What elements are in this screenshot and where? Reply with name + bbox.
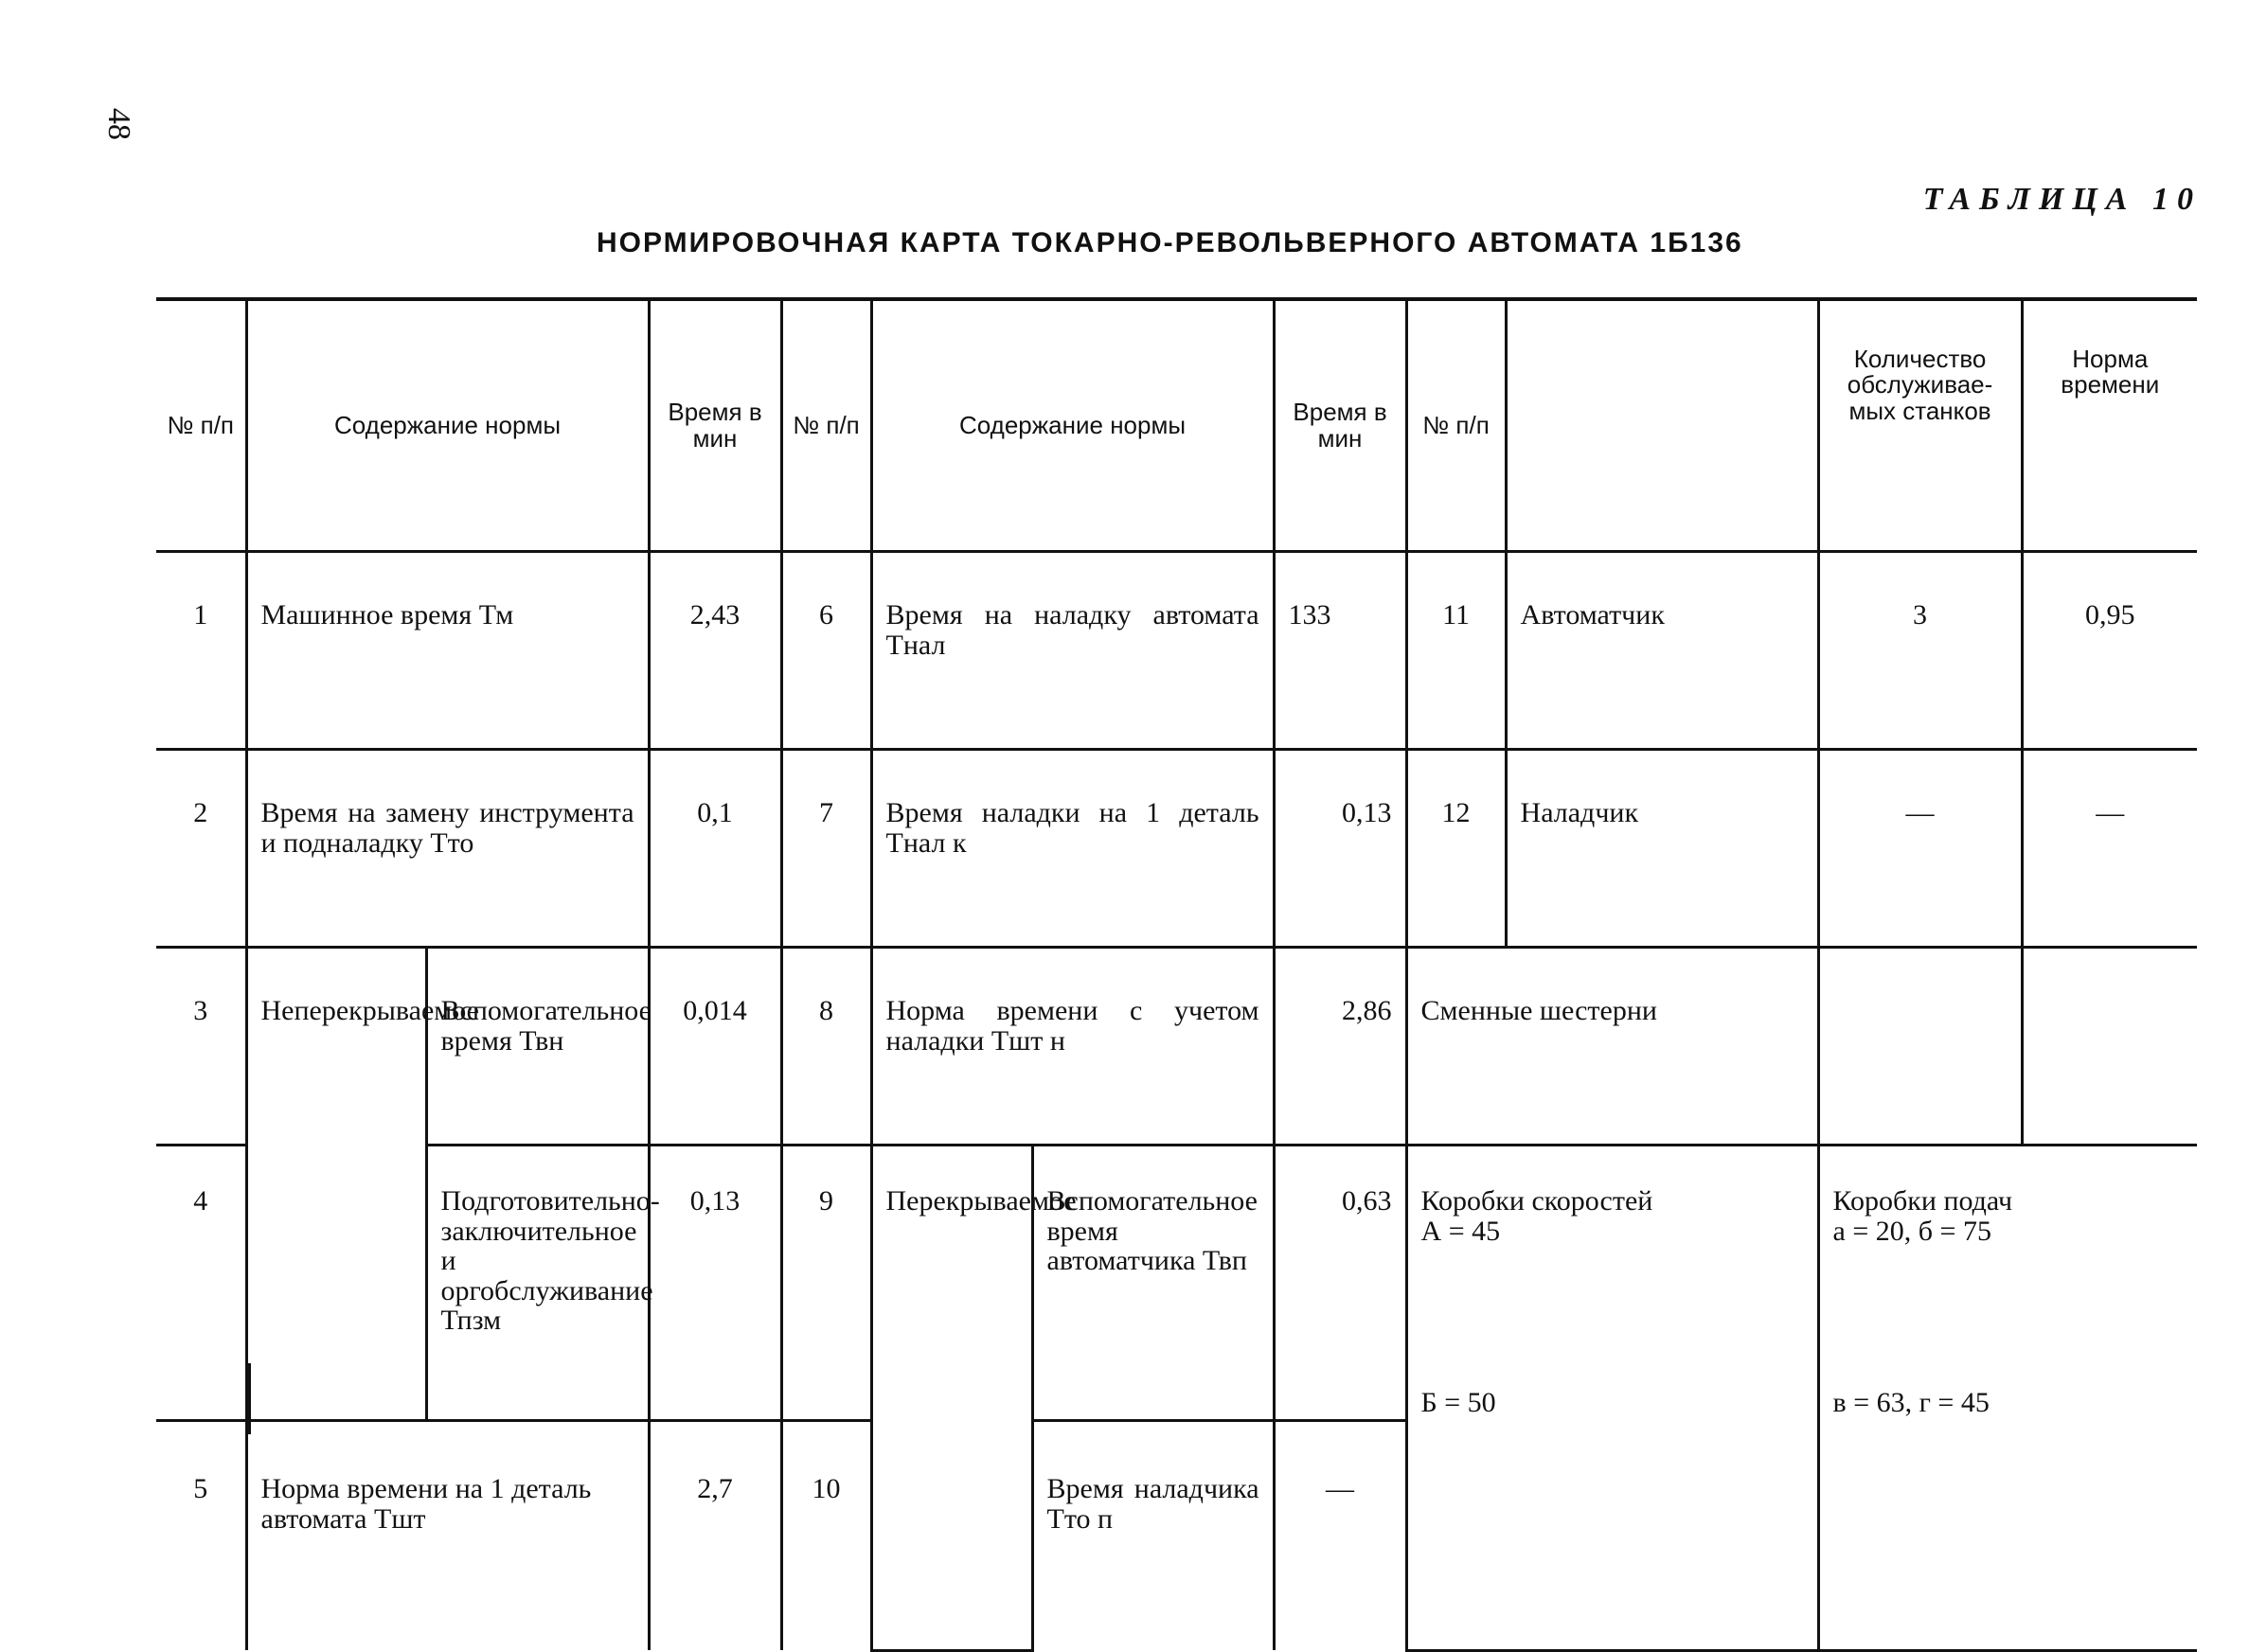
row-empty — [2022, 948, 2197, 1146]
header-row — [156, 299, 2197, 552]
table-tail-line — [248, 1363, 251, 1434]
row-time-2: 133 — [1274, 552, 1406, 750]
table-title: НОРМИРОВОЧНАЯ КАРТА ТОКАРНО-РЕВОЛЬВЕРНОГО АВТОМАТА 1Б136 — [597, 227, 1743, 258]
table-label: ТАБЛИЦА 10 — [1922, 182, 2202, 217]
row-machines: — — [1818, 750, 2022, 948]
row-content: Машинное время Тм — [246, 552, 649, 750]
table-row — [156, 750, 2197, 948]
row-num-2: 9 — [781, 1146, 871, 1421]
header-time: Время в мин — [649, 299, 781, 552]
row-content-2: Время на наладку автомата Тнал — [871, 552, 1274, 750]
header-content-2: Содержание нормы — [871, 299, 1274, 552]
row-group-2: Перекрываемое — [871, 1146, 1032, 1651]
header-num: № п/п — [156, 299, 246, 552]
row-machines: 3 — [1818, 552, 2022, 750]
row-content: Время на замену инструмента и подналадку Тто — [246, 750, 649, 948]
row-content: Вспомогательное время Твн — [426, 948, 649, 1146]
page-number: 48 — [101, 108, 136, 140]
row-num: 1 — [156, 552, 246, 750]
header-time-2: Время в мин — [1274, 299, 1406, 552]
row-num: 5 — [156, 1421, 246, 1651]
row-content-2: Вспомогательное время автоматчика Твп — [1032, 1146, 1274, 1421]
feed-boxes-cell — [1818, 1146, 2197, 1651]
row-content-2: Время наладки на 1 деталь Тнал к — [871, 750, 1274, 948]
row-time: 2,43 — [649, 552, 781, 750]
row-gears: Сменные шестерни — [1406, 948, 1818, 1146]
row-num-3: 11 — [1406, 552, 1506, 750]
row-num-3: 12 — [1406, 750, 1506, 948]
row-content: Норма времени на 1 деталь автомата Тшт — [246, 1421, 649, 1651]
row-time: 0,1 — [649, 750, 781, 948]
row-content-2: Время наладчика Тто п — [1032, 1421, 1274, 1651]
speed-boxes-a: А = 45 — [1420, 1215, 1501, 1247]
table-row — [156, 948, 2197, 1146]
feed-boxes-ab: а = 20, б = 75 — [1832, 1215, 1991, 1247]
speed-boxes-label: Коробки скоростей — [1420, 1185, 1653, 1217]
header-content: Содержание нормы — [246, 299, 649, 552]
row-num-2: 7 — [781, 750, 871, 948]
row-worker: Автоматчик — [1506, 552, 1818, 750]
header-norm: Норма времени — [2022, 299, 2197, 552]
row-content-2: Норма времени с учетом наладки Тшт н — [871, 948, 1274, 1146]
header-machines: Количество обслуживае-мых станков — [1818, 299, 2022, 552]
speed-boxes-cell — [1406, 1146, 1818, 1651]
table-row — [156, 1146, 2197, 1421]
table-row — [156, 552, 2197, 750]
row-num-2: 8 — [781, 948, 871, 1146]
row-num: 3 — [156, 948, 246, 1146]
row-worker: Наладчик — [1506, 750, 1818, 948]
row-num-2: 10 — [781, 1421, 871, 1651]
row-num-2: 6 — [781, 552, 871, 750]
speed-boxes-b: Б = 50 — [1420, 1387, 1496, 1418]
header-num-3: № п/п — [1406, 299, 1506, 552]
row-time-2: 2,86 — [1274, 948, 1406, 1146]
row-time-2: 0,63 — [1274, 1146, 1406, 1421]
row-time: 0,13 — [649, 1146, 781, 1421]
row-group: Неперекрываемое — [246, 948, 426, 1421]
row-time: 0,014 — [649, 948, 781, 1146]
row-time-2: 0,13 — [1274, 750, 1406, 948]
row-empty — [1818, 948, 2022, 1146]
row-norm: 0,95 — [2022, 552, 2197, 750]
header-num-2: № п/п — [781, 299, 871, 552]
row-content: Подготовительно-заключительное и оргобслуживание Тпзм — [426, 1146, 649, 1421]
row-time: 2,7 — [649, 1421, 781, 1651]
row-time-2: — — [1274, 1421, 1406, 1651]
row-num: 2 — [156, 750, 246, 948]
norm-card-table — [156, 297, 2197, 1652]
header-blank — [1506, 299, 1818, 552]
row-norm: — — [2022, 750, 2197, 948]
feed-boxes-label: Коробки подач — [1832, 1185, 2013, 1217]
feed-boxes-vg: в = 63, г = 45 — [1832, 1387, 1990, 1418]
row-num: 4 — [156, 1146, 246, 1421]
